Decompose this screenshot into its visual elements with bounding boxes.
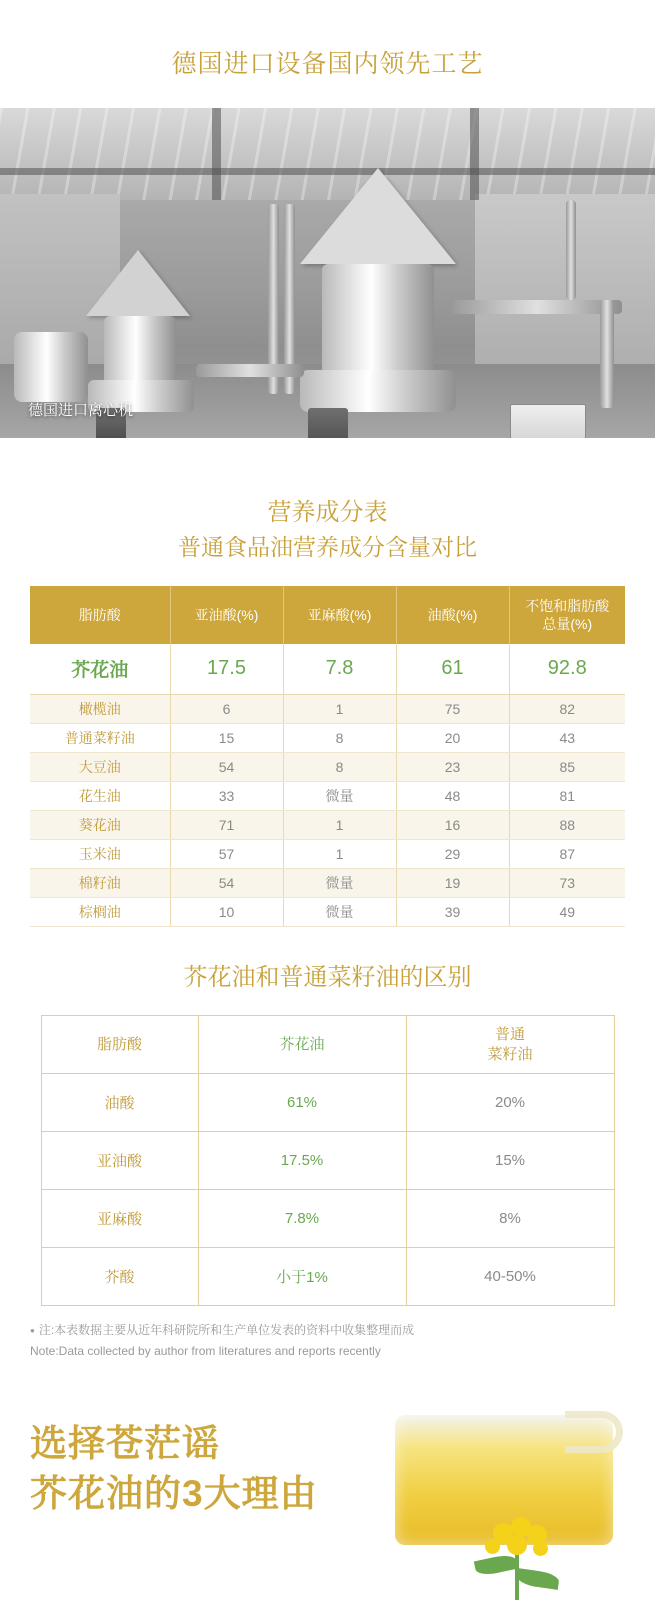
cell-oleic: 20 xyxy=(396,723,509,752)
th-unsaturated-total xyxy=(509,586,625,644)
comparison-title: 芥花油和普通菜籽油的区别 xyxy=(183,963,472,991)
table-header-row xyxy=(30,586,625,644)
cell-total: 49 xyxy=(509,897,625,926)
th-rapeseed-line1: 普通 xyxy=(494,1025,525,1043)
motor-large xyxy=(308,408,348,438)
cell-oleic: 39 xyxy=(396,897,509,926)
cell-linoleic: 57 xyxy=(170,839,283,868)
th-rapeseed xyxy=(406,1016,614,1074)
centrifuge-body-large xyxy=(322,264,434,382)
nutrition-title: 营养成分表 xyxy=(267,499,388,526)
table-row xyxy=(41,1248,614,1306)
centrifuge-cone-small xyxy=(86,250,190,316)
cell-total: 82 xyxy=(509,694,625,723)
cell-linoleic: 10 xyxy=(170,897,283,926)
cell-oleic: 19 xyxy=(396,868,509,897)
table-row xyxy=(30,897,625,926)
th-unsaturated-line2: 总量(%) xyxy=(542,616,593,633)
cell-oil-name: 普通菜籽油 xyxy=(30,723,170,752)
cell-rapeseed-value: 8% xyxy=(406,1190,614,1248)
cell-linolenic: 1 xyxy=(283,839,396,868)
cell-rapeseed-value: 15% xyxy=(406,1132,614,1190)
cell-canola-value: 17.5% xyxy=(198,1132,406,1190)
cell-total: 87 xyxy=(509,839,625,868)
reasons-heading xyxy=(30,1419,318,1519)
beam-vertical-2 xyxy=(470,108,479,200)
cell-oil-name: 葵花油 xyxy=(30,810,170,839)
flower-petal-4 xyxy=(507,1535,527,1555)
cell-canola-value: 61% xyxy=(198,1074,406,1132)
bottle-spout xyxy=(565,1411,623,1453)
page-title: 德国进口设备国内领先工艺 xyxy=(171,50,484,78)
cell-linoleic: 6 xyxy=(170,694,283,723)
reasons-line-2: 芥花油的3大理由 xyxy=(30,1473,318,1515)
cell-total: 85 xyxy=(509,752,625,781)
comparison-table xyxy=(41,1015,615,1306)
cell-canola-value: 7.8% xyxy=(198,1190,406,1248)
centrifuge-body-small xyxy=(104,316,176,390)
nutrition-table xyxy=(30,586,625,927)
cell-linolenic: 8 xyxy=(283,752,396,781)
cell-total: 81 xyxy=(509,781,625,810)
photo-caption: 德国进口离心机 xyxy=(28,402,134,419)
cell-linoleic: 54 xyxy=(170,752,283,781)
table-row xyxy=(30,644,625,694)
table-header-row xyxy=(41,1016,614,1074)
cell-oil-name: 橄榄油 xyxy=(30,694,170,723)
cell-acid-label: 亚麻酸 xyxy=(41,1190,198,1248)
table-row xyxy=(41,1074,614,1132)
reasons-line-1: 选择苍茫谣 xyxy=(30,1423,220,1465)
table-row xyxy=(30,723,625,752)
storage-tank xyxy=(14,332,88,402)
cell-linolenic: 微量 xyxy=(283,897,396,926)
canola-flower xyxy=(455,1517,595,1600)
cell-oil-name: 棕榈油 xyxy=(30,897,170,926)
table-row xyxy=(30,694,625,723)
table-row xyxy=(30,839,625,868)
cell-linolenic: 微量 xyxy=(283,781,396,810)
control-panel xyxy=(510,404,586,438)
nutrition-section xyxy=(0,438,655,927)
flower-petal-5 xyxy=(485,1539,500,1554)
cell-canola-value: 小于1% xyxy=(198,1248,406,1306)
pipe-right-vertical xyxy=(600,300,614,408)
flower-leaf-1 xyxy=(474,1553,518,1577)
nutrition-subtitle: 普通食品油营养成分含量对比 xyxy=(178,533,477,560)
factory-photo xyxy=(0,108,655,438)
beam-vertical-1 xyxy=(212,108,221,200)
cell-acid-label: 芥酸 xyxy=(41,1248,198,1306)
cell-rapeseed-value: 40-50% xyxy=(406,1248,614,1306)
flower-petal-6 xyxy=(533,1541,548,1556)
table-row xyxy=(41,1190,614,1248)
flower-leaf-2 xyxy=(516,1568,560,1590)
th-canola: 芥花油 xyxy=(198,1016,406,1074)
th-oleic: 油酸(%) xyxy=(396,586,509,644)
cell-oleic: 23 xyxy=(396,752,509,781)
cell-linoleic: 15 xyxy=(170,723,283,752)
cell-linolenic: 微量 xyxy=(283,868,396,897)
table-row xyxy=(30,810,625,839)
cell-linoleic: 33 xyxy=(170,781,283,810)
table-row xyxy=(30,752,625,781)
cell-oleic: 29 xyxy=(396,839,509,868)
table-row xyxy=(30,868,625,897)
cell-linoleic: 17.5 xyxy=(170,644,283,694)
table-notes xyxy=(30,1320,625,1361)
note-english: Note:Data collected by author from literatures and reports recently xyxy=(30,1343,381,1358)
th-fatty-acid: 脂肪酸 xyxy=(41,1016,198,1074)
cell-total: 92.8 xyxy=(509,644,625,694)
pipe-mid-horizontal xyxy=(196,364,304,377)
cell-linoleic: 54 xyxy=(170,868,283,897)
oil-bottle-image xyxy=(355,1401,635,1600)
pipe-right-horizontal xyxy=(452,300,622,314)
cell-oil-name: 花生油 xyxy=(30,781,170,810)
cell-linolenic: 1 xyxy=(283,810,396,839)
table-row xyxy=(30,781,625,810)
cell-total: 88 xyxy=(509,810,625,839)
cell-linolenic: 7.8 xyxy=(283,644,396,694)
cell-oil-name: 芥花油 xyxy=(30,644,170,694)
note-chinese: ● 注:本表数据主要从近年科研院所和生产单位发表的资料中收集整理而成 xyxy=(30,1320,625,1340)
th-fatty-acid: 脂肪酸 xyxy=(30,586,170,644)
cell-rapeseed-value: 20% xyxy=(406,1074,614,1132)
th-unsaturated-line1: 不饱和脂肪酸 xyxy=(525,597,610,614)
pipe-overhead-1 xyxy=(566,200,576,300)
cell-oleic: 16 xyxy=(396,810,509,839)
comparison-section xyxy=(0,927,655,1362)
th-rapeseed-line2: 菜籽油 xyxy=(487,1045,533,1063)
cell-acid-label: 油酸 xyxy=(41,1074,198,1132)
th-linoleic: 亚油酸(%) xyxy=(170,586,283,644)
cell-oil-name: 玉米油 xyxy=(30,839,170,868)
th-linolenic: 亚麻酸(%) xyxy=(283,586,396,644)
cell-oil-name: 大豆油 xyxy=(30,752,170,781)
cell-linolenic: 1 xyxy=(283,694,396,723)
table-row xyxy=(41,1132,614,1190)
cell-oleic: 75 xyxy=(396,694,509,723)
cell-linoleic: 71 xyxy=(170,810,283,839)
cell-linolenic: 8 xyxy=(283,723,396,752)
cell-oil-name: 棉籽油 xyxy=(30,868,170,897)
reasons-banner xyxy=(0,1391,655,1600)
centrifuge-base-large xyxy=(300,370,456,412)
cell-oleic: 48 xyxy=(396,781,509,810)
cell-total: 73 xyxy=(509,868,625,897)
centrifuge-cone-large xyxy=(300,168,456,264)
cell-acid-label: 亚油酸 xyxy=(41,1132,198,1190)
cell-oleic: 61 xyxy=(396,644,509,694)
cell-total: 43 xyxy=(509,723,625,752)
